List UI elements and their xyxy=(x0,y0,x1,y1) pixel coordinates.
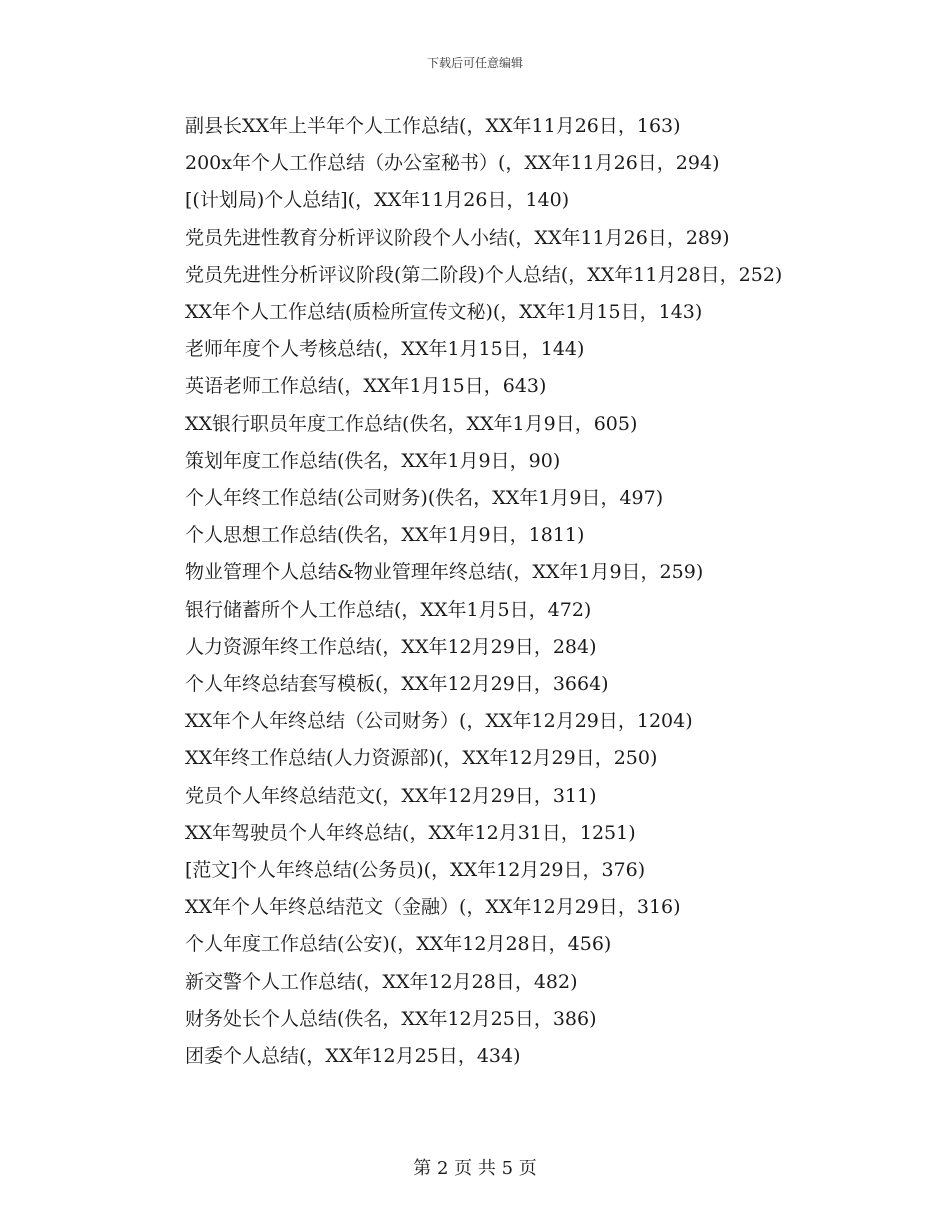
list-item: XX银行职员年度工作总结(佚名，XX年1月9日，605) xyxy=(185,412,638,435)
list-item: XX年个人工作总结(质检所宣传文秘)(，XX年1月15日，143) xyxy=(185,301,703,324)
list-item: 财务处长个人总结(佚名，XX年12月25日，386) xyxy=(185,1007,597,1030)
list-item: 新交警个人工作总结(，XX年12月28日，482) xyxy=(185,970,578,993)
list-item: XX年个人年终总结范文（金融）(，XX年12月29日，316) xyxy=(185,896,681,919)
list-item: 个人思想工作总结(佚名，XX年1月9日，1811) xyxy=(185,524,585,547)
list-item: [(计划局)个人总结](，XX年11月26日，140) xyxy=(185,189,570,212)
list-item: 党员个人年终总结范文(，XX年12月29日，311) xyxy=(185,784,597,807)
list-item: 团委个人总结(，XX年12月25日，434) xyxy=(185,1045,521,1068)
list-item: 策划年度工作总结(佚名，XX年1月9日，90) xyxy=(185,449,561,472)
list-item: 200x年个人工作总结（办公室秘书）(，XX年11月26日，294) xyxy=(185,152,720,175)
list-item: 英语老师工作总结(，XX年1月15日，643) xyxy=(185,375,547,398)
list-item: XX年驾驶员个人年终总结(，XX年12月31日，1251) xyxy=(185,821,636,844)
list-item: 老师年度个人考核总结(，XX年1月15日，144) xyxy=(185,338,585,361)
list-item: 党员先进性分析评议阶段(第二阶段)个人总结(，XX年11月28日，252) xyxy=(185,263,783,286)
list-item: 银行储蓄所个人工作总结(，XX年1月5日，472) xyxy=(185,598,592,621)
list-item: XX年终工作总结(人力资源部)(，XX年12月29日，250) xyxy=(185,747,658,770)
list-item: 个人年终总结套写模板(，XX年12月29日，3664) xyxy=(185,673,609,696)
list-item: 副县长XX年上半年个人工作总结(，XX年11月26日，163) xyxy=(185,115,681,137)
list-item: 党员先进性教育分析评议阶段个人小结(，XX年11月26日，289) xyxy=(185,226,730,249)
list-item: 个人年度工作总结(公安)(，XX年12月28日，456) xyxy=(185,933,612,956)
list-item: XX年个人年终总结（公司财务）(，XX年12月29日，1204) xyxy=(185,710,693,733)
list-item: 个人年终工作总结(公司财务)(佚名，XX年1月9日，497) xyxy=(185,487,664,510)
list-item: [范文]个人年终总结(公务员)(，XX年12月29日，376) xyxy=(185,859,646,882)
page-header: 下载后可任意编辑 xyxy=(426,56,523,70)
page-number-footer: 第 2 页 共 5 页 xyxy=(413,1158,537,1179)
document-body xyxy=(138,108,838,1075)
list-item: 物业管理个人总结&物业管理年终总结(，XX年1月9日，259) xyxy=(185,561,704,584)
list-item: 人力资源年终工作总结(，XX年12月29日，284) xyxy=(185,635,597,658)
